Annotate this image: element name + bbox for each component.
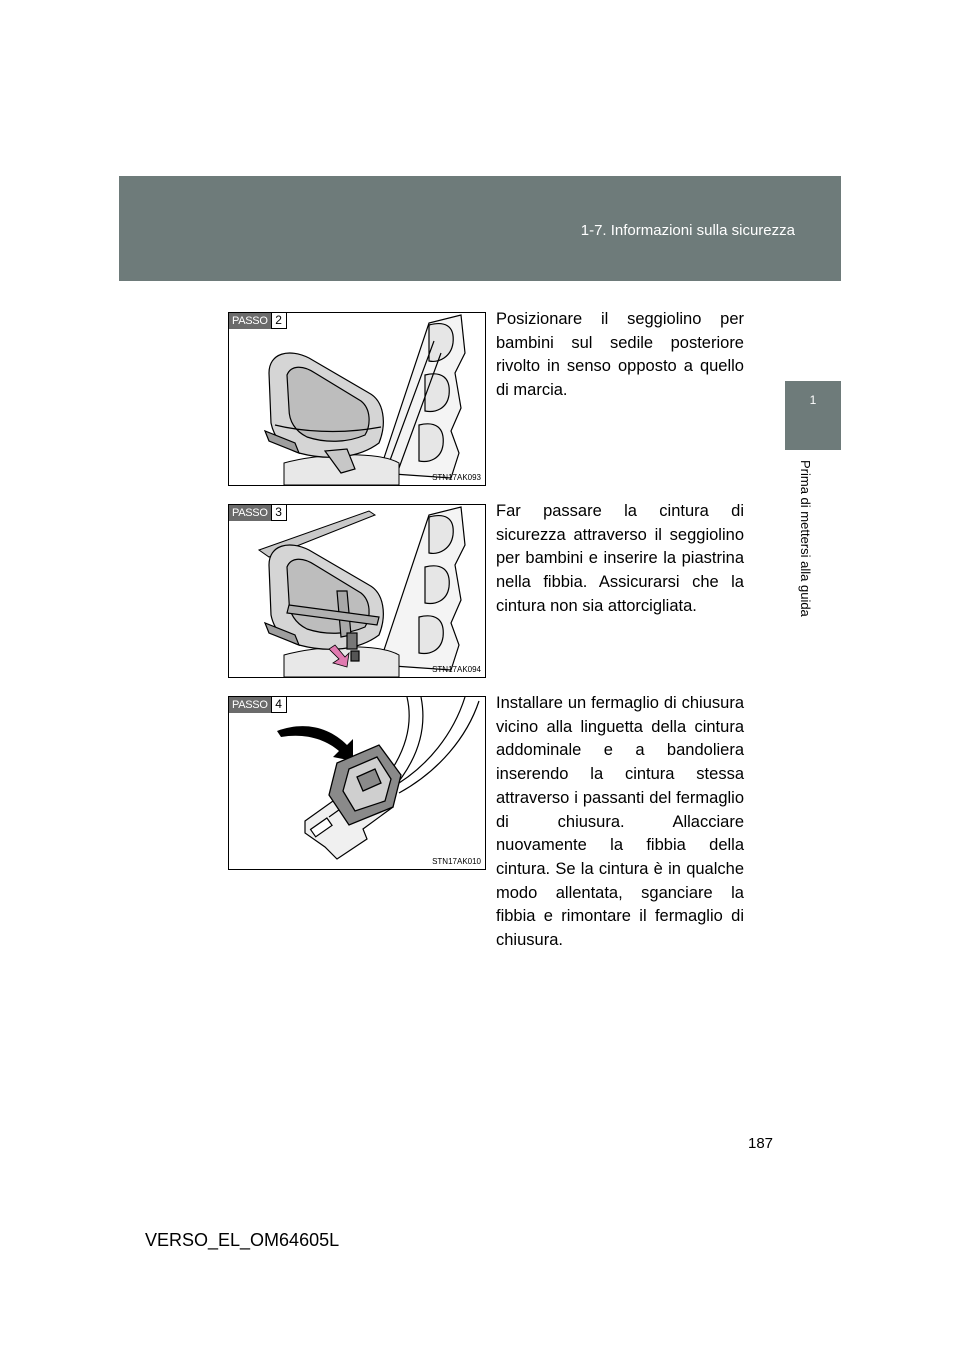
figure-code: STN17AK093 <box>432 473 481 482</box>
document-code: VERSO_EL_OM64605L <box>145 1230 340 1250</box>
step-4-text: Installare un fermaglio di chiusura vicino alla linguetta della cintura addominale e a bandoliera inserendo la cintura stessa attraverso i passanti del fermaglio di chiusura. Allacciare nuovamente la fibbia della cintura. Se la cintura è in qualche modo allentata, sganciare la fibbia e rimontare il fermaglio di chiusura. <box>496 694 744 950</box>
figure-step-4 <box>228 696 486 870</box>
chapter-title: Prima di mettersi alla guida <box>798 460 813 617</box>
passo-word: PASSO <box>229 697 271 713</box>
step-number: 3 <box>271 505 287 521</box>
seatbelt-through-child-seat-illustration <box>229 505 485 677</box>
step-2-text: Posizionare il seggiolino per bambini sul sedile posteriore rivolto in senso opposto a quello di marcia. <box>496 310 744 400</box>
figure-step-3 <box>228 504 486 678</box>
step-3-text: Far passare la cintura di sicurezza attraverso il seggiolino per bambini e inserire la piastrina nella fibbia. Assicurarsi che la cintura non sia attorcigliata. <box>496 502 744 615</box>
page-number: 187 <box>748 1135 774 1152</box>
figure-code: STN17AK094 <box>432 665 481 674</box>
step-label-2 <box>229 313 287 329</box>
passo-word: PASSO <box>229 505 271 521</box>
step-number: 2 <box>271 313 287 329</box>
step-number: 4 <box>271 697 287 713</box>
child-seat-on-rear-seat-illustration <box>229 313 485 485</box>
chapter-number: 1 <box>809 393 817 407</box>
passo-word: PASSO <box>229 313 271 329</box>
section-title: 1-7. Informazioni sulla sicurezza <box>580 222 795 239</box>
step-label-4 <box>229 697 287 713</box>
step-label-3 <box>229 505 287 521</box>
figure-step-2 <box>228 312 486 486</box>
header-bar <box>119 176 841 281</box>
figure-code: STN17AK010 <box>432 857 481 866</box>
chapter-tab[interactable] <box>785 381 841 450</box>
chapter-title-vertical <box>755 460 871 640</box>
locking-clip-illustration <box>229 697 485 869</box>
